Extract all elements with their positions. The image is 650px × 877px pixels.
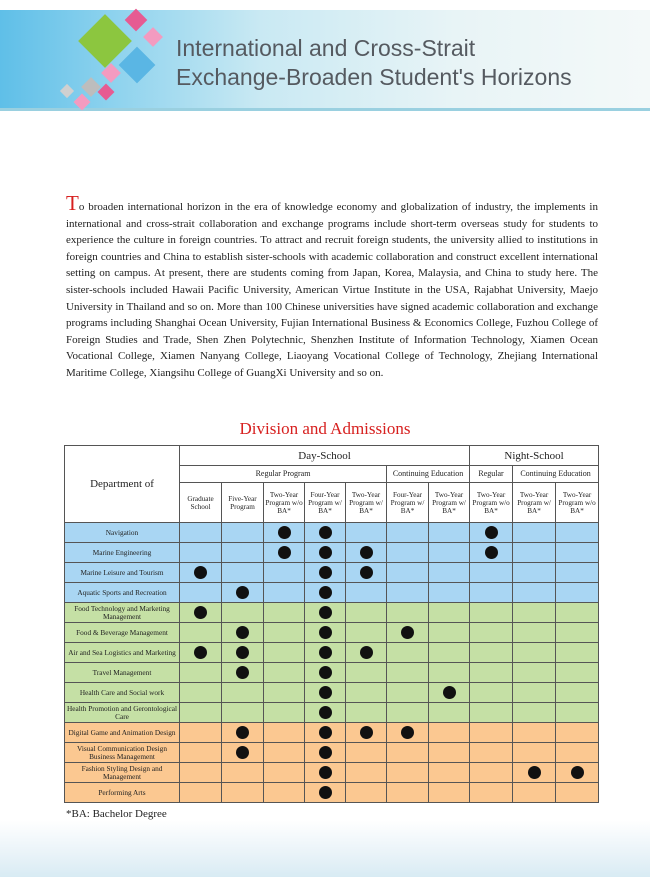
drop-cap: T: [66, 191, 79, 215]
department-name: Fashion Styling Design and Management: [65, 763, 180, 783]
table-row: [65, 723, 599, 743]
program-cell: [180, 783, 222, 803]
program-cell: [346, 683, 387, 703]
department-name: Visual Communication Design Business Management: [65, 743, 180, 763]
program-cell: [180, 763, 222, 783]
offered-dot-icon: [194, 566, 207, 579]
department-name: Performing Arts: [65, 783, 180, 803]
footer-background: [0, 820, 650, 877]
column-header: Two-Year Program w/ BA*: [346, 483, 387, 523]
program-cell: [470, 563, 513, 583]
program-cell: [556, 623, 599, 643]
program-cell: [470, 523, 513, 543]
program-cell: [264, 683, 305, 703]
program-cell: [513, 543, 556, 563]
program-cell: [556, 663, 599, 683]
program-cell: [222, 663, 264, 683]
offered-dot-icon: [236, 726, 249, 739]
program-cell: [180, 643, 222, 663]
program-cell: [513, 783, 556, 803]
offered-dot-icon: [194, 606, 207, 619]
program-cell: [346, 703, 387, 723]
program-cell: [556, 603, 599, 623]
table-row: [65, 783, 599, 803]
program-cell: [180, 623, 222, 643]
program-cell: [305, 543, 346, 563]
regular-program-header: Regular Program: [180, 466, 387, 483]
program-cell: [222, 543, 264, 563]
offered-dot-icon: [319, 686, 332, 699]
day-school-header: Day-School: [180, 446, 470, 466]
program-cell: [470, 723, 513, 743]
column-header: Four-Year Program w/ BA*: [387, 483, 429, 523]
offered-dot-icon: [360, 546, 373, 559]
program-cell: [429, 683, 470, 703]
program-cell: [305, 743, 346, 763]
program-cell: [429, 723, 470, 743]
program-cell: [180, 583, 222, 603]
program-cell: [387, 783, 429, 803]
program-cell: [429, 583, 470, 603]
table-row: [65, 703, 599, 723]
night-school-header: Night-School: [470, 446, 599, 466]
table-row: [65, 683, 599, 703]
program-cell: [222, 643, 264, 663]
offered-dot-icon: [485, 546, 498, 559]
program-cell: [513, 683, 556, 703]
program-cell: [513, 623, 556, 643]
department-name: Navigation: [65, 523, 180, 543]
program-cell: [180, 523, 222, 543]
program-cell: [470, 683, 513, 703]
department-name: Digital Game and Animation Design: [65, 723, 180, 743]
offered-dot-icon: [319, 566, 332, 579]
offered-dot-icon: [236, 646, 249, 659]
program-cell: [387, 603, 429, 623]
program-cell: [387, 583, 429, 603]
program-cell: [556, 783, 599, 803]
program-cell: [264, 743, 305, 763]
program-cell: [305, 683, 346, 703]
table-title: Division and Admissions: [239, 419, 411, 438]
program-cell: [346, 783, 387, 803]
column-header: Five-Year Program: [222, 483, 264, 523]
program-cell: [305, 623, 346, 643]
program-cell: [513, 523, 556, 543]
program-cell: [513, 583, 556, 603]
program-cell: [346, 723, 387, 743]
offered-dot-icon: [194, 646, 207, 659]
table-row: [65, 543, 599, 563]
table-row: [65, 623, 599, 643]
offered-dot-icon: [571, 766, 584, 779]
department-name: Travel Management: [65, 663, 180, 683]
program-cell: [470, 663, 513, 683]
offered-dot-icon: [319, 626, 332, 639]
department-name: Aquatic Sports and Recreation: [65, 583, 180, 603]
program-cell: [429, 563, 470, 583]
table-row: [65, 603, 599, 623]
department-name: Food Technology and Marketing Management: [65, 603, 180, 623]
program-cell: [556, 743, 599, 763]
program-cell: [429, 543, 470, 563]
program-cell: [387, 683, 429, 703]
program-cell: [387, 743, 429, 763]
program-cell: [470, 603, 513, 623]
table-row: [65, 523, 599, 543]
program-cell: [180, 723, 222, 743]
column-header: Graduate School: [180, 483, 222, 523]
page-title: [176, 34, 646, 92]
program-cell: [305, 703, 346, 723]
program-cell: [470, 643, 513, 663]
offered-dot-icon: [278, 526, 291, 539]
program-cell: [470, 763, 513, 783]
offered-dot-icon: [319, 546, 332, 559]
program-cell: [429, 643, 470, 663]
program-cell: [346, 603, 387, 623]
department-name: Health Promotion and Gerontological Care: [65, 703, 180, 723]
title-line-2: Exchange-Broaden Student's Horizons: [176, 64, 572, 90]
header-divider: [0, 108, 650, 111]
program-cell: [513, 763, 556, 783]
program-cell: [264, 663, 305, 683]
program-cell: [180, 703, 222, 723]
program-cell: [513, 563, 556, 583]
offered-dot-icon: [319, 586, 332, 599]
column-header: Two-Year Program w/ BA*: [429, 483, 470, 523]
program-cell: [346, 583, 387, 603]
offered-dot-icon: [401, 726, 414, 739]
program-cell: [180, 743, 222, 763]
program-cell: [222, 703, 264, 723]
program-cell: [429, 603, 470, 623]
program-cell: [346, 763, 387, 783]
program-cell: [387, 703, 429, 723]
continuing-education-night-header: Continuing Education: [513, 466, 599, 483]
program-cell: [387, 623, 429, 643]
program-cell: [556, 543, 599, 563]
program-cell: [180, 543, 222, 563]
program-cell: [387, 523, 429, 543]
offered-dot-icon: [319, 786, 332, 799]
offered-dot-icon: [278, 546, 291, 559]
offered-dot-icon: [319, 646, 332, 659]
program-cell: [470, 583, 513, 603]
program-cell: [556, 703, 599, 723]
offered-dot-icon: [236, 666, 249, 679]
program-cell: [264, 723, 305, 743]
program-cell: [387, 543, 429, 563]
table-row: [65, 743, 599, 763]
program-cell: [556, 723, 599, 743]
department-name: Air and Sea Logistics and Marketing: [65, 643, 180, 663]
program-cell: [470, 703, 513, 723]
program-cell: [470, 623, 513, 643]
offered-dot-icon: [319, 666, 332, 679]
program-cell: [180, 603, 222, 623]
program-cell: [264, 523, 305, 543]
program-cell: [222, 783, 264, 803]
program-cell: [346, 663, 387, 683]
offered-dot-icon: [236, 626, 249, 639]
program-cell: [346, 643, 387, 663]
offered-dot-icon: [319, 746, 332, 759]
program-cell: [429, 523, 470, 543]
offered-dot-icon: [319, 766, 332, 779]
offered-dot-icon: [401, 626, 414, 639]
program-cell: [429, 783, 470, 803]
department-name: Health Care and Social work: [65, 683, 180, 703]
program-cell: [556, 583, 599, 603]
department-name: Marine Leisure and Tourism: [65, 563, 180, 583]
department-header: Department of: [65, 446, 180, 523]
column-header: Two-Year Program w/o BA*: [470, 483, 513, 523]
program-cell: [556, 683, 599, 703]
program-cell: [470, 743, 513, 763]
regular-night-header: Regular: [470, 466, 513, 483]
table-row: [65, 763, 599, 783]
program-cell: [264, 603, 305, 623]
program-cell: [346, 743, 387, 763]
program-cell: [180, 563, 222, 583]
offered-dot-icon: [319, 606, 332, 619]
department-name: Marine Engineering: [65, 543, 180, 563]
program-cell: [264, 543, 305, 563]
program-cell: [387, 563, 429, 583]
column-header: Four-Year Program w/ BA*: [305, 483, 346, 523]
program-cell: [513, 643, 556, 663]
program-cell: [222, 623, 264, 643]
table-row: [65, 563, 599, 583]
program-cell: [264, 643, 305, 663]
intro-text: o broaden international horizon in the era of knowledge economy and globalization of industry, the implements in international and cross-strait collaboration and exchange programs include short-term overseas study for students to experience the culture in foreign countries. To attract and recruit foreign students, the university allied to institutions in foreign countries and China to establish sister-schools with academic collaboration and construct excellent international setting on campus. At present, there are students coming from Japan, Korea, Malaysia, and China to study here. The sister-schools included Hawaii Pacific University, American Virtue Institute in the USA, Rajabhat University, Maejo University in Thailand and so on. More than 100 Chinese universities have signed academic collaboration and exchange programs including Shanghai Ocean University, Fujian International Business & Economics College, Fuzhou College of Foreign Studies and Trade, Shen Zhen Polytechnic, Shenzhen Institute of Information Technology, Xiamen Ocean Vocational College, Xiamen Nanyang College, Liaoyang Vocational College of Technology, Zhejiang International Maritime College, Xiangsihu College of GuangXi University and so on.: [66, 201, 598, 379]
program-cell: [387, 763, 429, 783]
department-name: Food & Beverage Management: [65, 623, 180, 643]
program-cell: [305, 603, 346, 623]
table-row: [65, 663, 599, 683]
program-cell: [429, 763, 470, 783]
program-cell: [305, 663, 346, 683]
program-cell: [222, 583, 264, 603]
program-cell: [305, 723, 346, 743]
offered-dot-icon: [360, 566, 373, 579]
program-cell: [305, 583, 346, 603]
program-cell: [429, 663, 470, 683]
offered-dot-icon: [528, 766, 541, 779]
program-cell: [346, 523, 387, 543]
program-cell: [222, 723, 264, 743]
program-cell: [470, 783, 513, 803]
program-cell: [264, 783, 305, 803]
program-cell: [222, 743, 264, 763]
program-cell: [180, 663, 222, 683]
program-cell: [513, 663, 556, 683]
program-cell: [513, 703, 556, 723]
program-cell: [222, 603, 264, 623]
column-header: Two-Year Program w/o BA*: [556, 483, 599, 523]
offered-dot-icon: [360, 726, 373, 739]
program-cell: [429, 703, 470, 723]
program-cell: [513, 723, 556, 743]
title-line-1: International and Cross-Strait: [176, 35, 476, 61]
program-cell: [556, 563, 599, 583]
program-cell: [264, 623, 305, 643]
program-cell: [387, 663, 429, 683]
table-row: [65, 583, 599, 603]
footnote: *BA: Bachelor Degree: [66, 808, 167, 820]
program-cell: [305, 523, 346, 543]
program-cell: [305, 643, 346, 663]
program-cell: [556, 523, 599, 543]
program-cell: [264, 763, 305, 783]
program-cell: [470, 543, 513, 563]
program-cell: [305, 783, 346, 803]
offered-dot-icon: [319, 706, 332, 719]
intro-paragraph: [66, 191, 598, 382]
offered-dot-icon: [319, 726, 332, 739]
program-cell: [387, 723, 429, 743]
offered-dot-icon: [319, 526, 332, 539]
continuing-education-header: Continuing Education: [387, 466, 470, 483]
program-cell: [513, 743, 556, 763]
program-cell: [222, 763, 264, 783]
program-cell: [264, 703, 305, 723]
program-cell: [429, 623, 470, 643]
offered-dot-icon: [236, 746, 249, 759]
program-cell: [305, 563, 346, 583]
admissions-table: [64, 445, 599, 803]
program-cell: [346, 623, 387, 643]
program-cell: [429, 743, 470, 763]
column-header: Two-Year Program w/ BA*: [513, 483, 556, 523]
program-cell: [222, 563, 264, 583]
program-cell: [222, 683, 264, 703]
program-cell: [556, 763, 599, 783]
offered-dot-icon: [443, 686, 456, 699]
offered-dot-icon: [485, 526, 498, 539]
program-cell: [222, 523, 264, 543]
program-cell: [387, 643, 429, 663]
program-cell: [264, 583, 305, 603]
offered-dot-icon: [236, 586, 249, 599]
program-cell: [305, 763, 346, 783]
program-cell: [556, 643, 599, 663]
program-cell: [180, 683, 222, 703]
program-cell: [346, 563, 387, 583]
offered-dot-icon: [360, 646, 373, 659]
program-cell: [346, 543, 387, 563]
table-row: [65, 643, 599, 663]
program-cell: [513, 603, 556, 623]
column-header: Two-Year Program w/o BA*: [264, 483, 305, 523]
program-cell: [264, 563, 305, 583]
